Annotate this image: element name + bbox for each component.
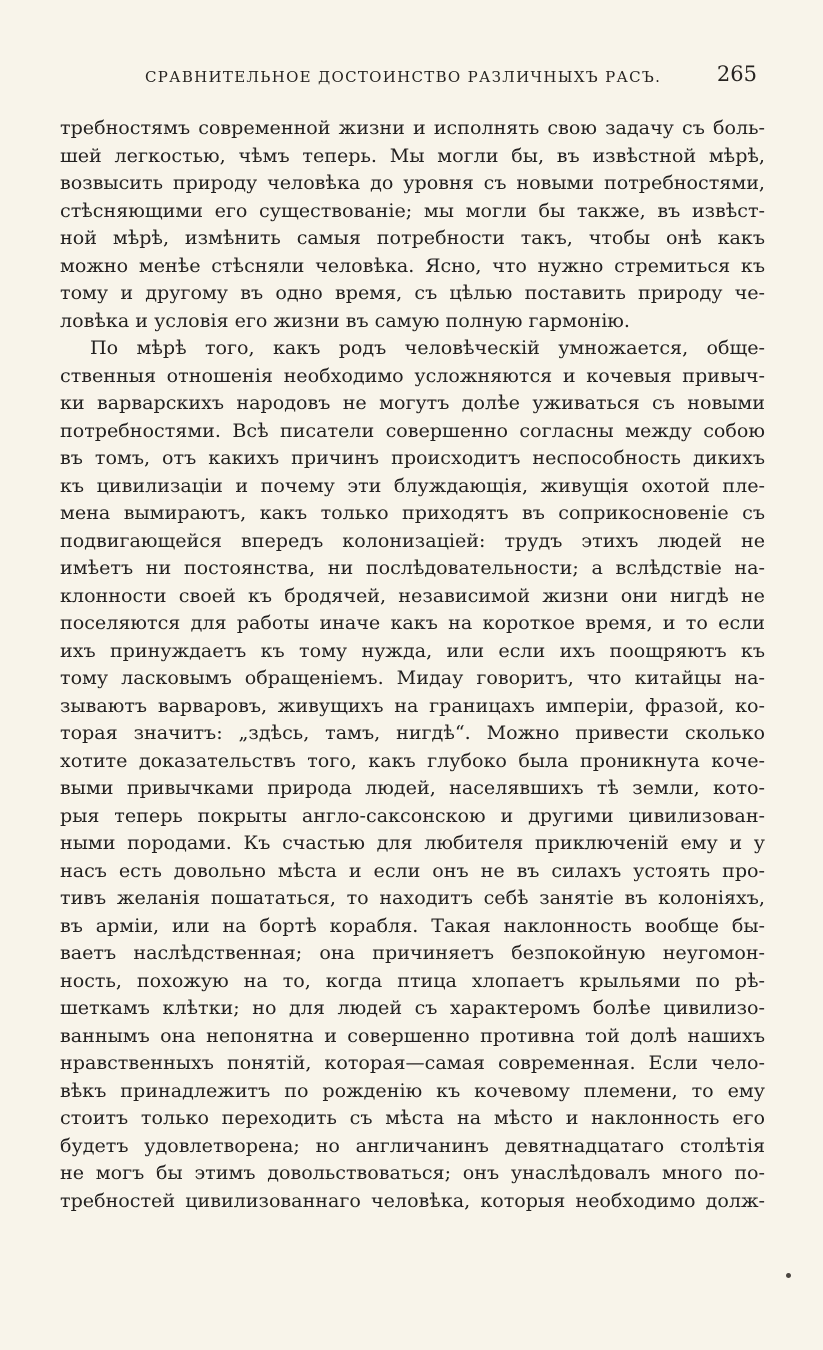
text-line: тому и другому въ одно время, съ цѣлью поставить природу че-: [60, 281, 765, 304]
paragraph-start-line: По мѣрѣ того, какъ родъ человѣческій умножается, обще-: [90, 336, 765, 359]
text-line: ихъ принуждаетъ къ тому нужда, или если ихъ поощряютъ къ: [60, 638, 765, 662]
text-line: требностей цивилизованнаго человѣка, которыя необходимо долж-: [60, 1188, 765, 1212]
text-line: тому ласковымъ обращеніемъ. Мидау говоритъ, что китайцы на-: [60, 666, 765, 689]
text-line: ки варварскихъ народовъ не могутъ долѣе уживаться съ новыми: [60, 391, 765, 414]
text-line: насъ есть довольно мѣста и если онъ не въ силахъ устоять про-: [60, 858, 765, 882]
text-line: стѣсняющими его существованіе; мы могли бы также, въ извѣст-: [60, 198, 765, 222]
text-line: клонности своей къ бродячей, независимой жизни они нигдѣ не: [60, 583, 765, 607]
text-line: торая значитъ: „здѣсь, тамъ, нигдѣ“. Можно привести сколько: [60, 721, 765, 744]
text-line: ваетъ наслѣдственная; она причиняетъ безпокойную неугомон-: [60, 941, 765, 964]
text-line: ной мѣрѣ, измѣнить самыя потребности такъ, чтобы онѣ какъ: [60, 226, 765, 249]
paragraph-end-line: ловѣка и условія его жизни въ самую полную гармонію.: [60, 308, 630, 332]
stray-ink-mark: [786, 1273, 791, 1278]
text-line: можно менѣе стѣсняли человѣка. Ясно, что нужно стремиться къ: [60, 253, 765, 277]
text-line: шей легкостью, чѣмъ теперь. Мы могли бы, въ извѣстной мѣрѣ,: [60, 143, 765, 167]
text-line: ственныя отношенія необходимо усложняются и кочевыя привыч-: [60, 363, 765, 387]
text-line: поселяются для работы иначе какъ на короткое время, и то если: [60, 611, 765, 634]
text-line: потребностями. Всѣ писатели совершенно согласны между собою: [60, 418, 765, 442]
text-line: стоитъ только переходить съ мѣста на мѣсто и наклонность его: [60, 1106, 765, 1129]
text-line: мена вымираютъ, какъ только приходятъ въ соприкосновеніе съ: [60, 501, 765, 524]
text-line: въ арміи, или на бортѣ корабля. Такая наклонность вообще бы-: [60, 913, 765, 937]
text-line: выми привычками природа людей, населявшихъ тѣ земли, кото-: [60, 776, 765, 799]
text-line: шеткамъ клѣтки; но для людей съ характеромъ болѣе цивилизо-: [60, 996, 765, 1019]
text-line: не могъ бы этимъ довольствоваться; онъ унаслѣдовалъ много по-: [60, 1161, 765, 1184]
text-line: нравственныхъ понятій, которая—самая современная. Если чело-: [60, 1051, 765, 1074]
text-line: къ цивилизаціи и почему эти блуждающія, живущія охотой пле-: [60, 473, 765, 497]
text-line: хотите доказательствъ того, какъ глубоко была проникнута коче-: [60, 748, 765, 772]
body-text: [60, 114, 765, 1214]
text-line: будетъ удовлетворена; но англичанинъ девятнадцатаго столѣтія: [60, 1133, 765, 1157]
text-line: ваннымъ она непонятна и совершенно противна той долѣ нашихъ: [60, 1023, 765, 1047]
text-line: вѣкъ принадлежитъ по рожденію къ кочевому племени, то ему: [60, 1078, 765, 1102]
text-line: имѣетъ ни постоянства, ни послѣдовательности; а вслѣдствіе на-: [60, 556, 765, 579]
text-line: подвигающейся впередъ колонизаціей: трудъ этихъ людей не: [60, 528, 765, 552]
page-number: 265: [716, 62, 757, 86]
text-line: зываютъ варваровъ, живущихъ на границахъ имперіи, фразой, ко-: [60, 693, 765, 717]
running-head: [145, 62, 757, 92]
running-title: СРАВНИТЕЛЬНОЕ ДОСТОИНСТВО РАЗЛИЧНЫХЪ РАСЪ.: [145, 68, 662, 86]
text-line: въ томъ, отъ какихъ причинъ происходитъ неспособность дикихъ: [60, 446, 765, 469]
text-line: ность, похожую на то, когда птица хлопаетъ крыльями по рѣ-: [60, 968, 765, 992]
text-line: возвысить природу человѣка до уровня съ новыми потребностями,: [60, 171, 765, 194]
text-line: требностямъ современной жизни и исполнять свою задачу съ боль-: [60, 116, 765, 139]
text-line: рыя теперь покрыты англо-саксонскою и другими цивилизован-: [60, 803, 765, 827]
text-line: тивъ желанія пошататься, то находитъ себѣ занятіе въ колоніяхъ,: [60, 886, 765, 909]
text-line: ными породами. Къ счастью для любителя приключеній ему и у: [60, 831, 765, 854]
